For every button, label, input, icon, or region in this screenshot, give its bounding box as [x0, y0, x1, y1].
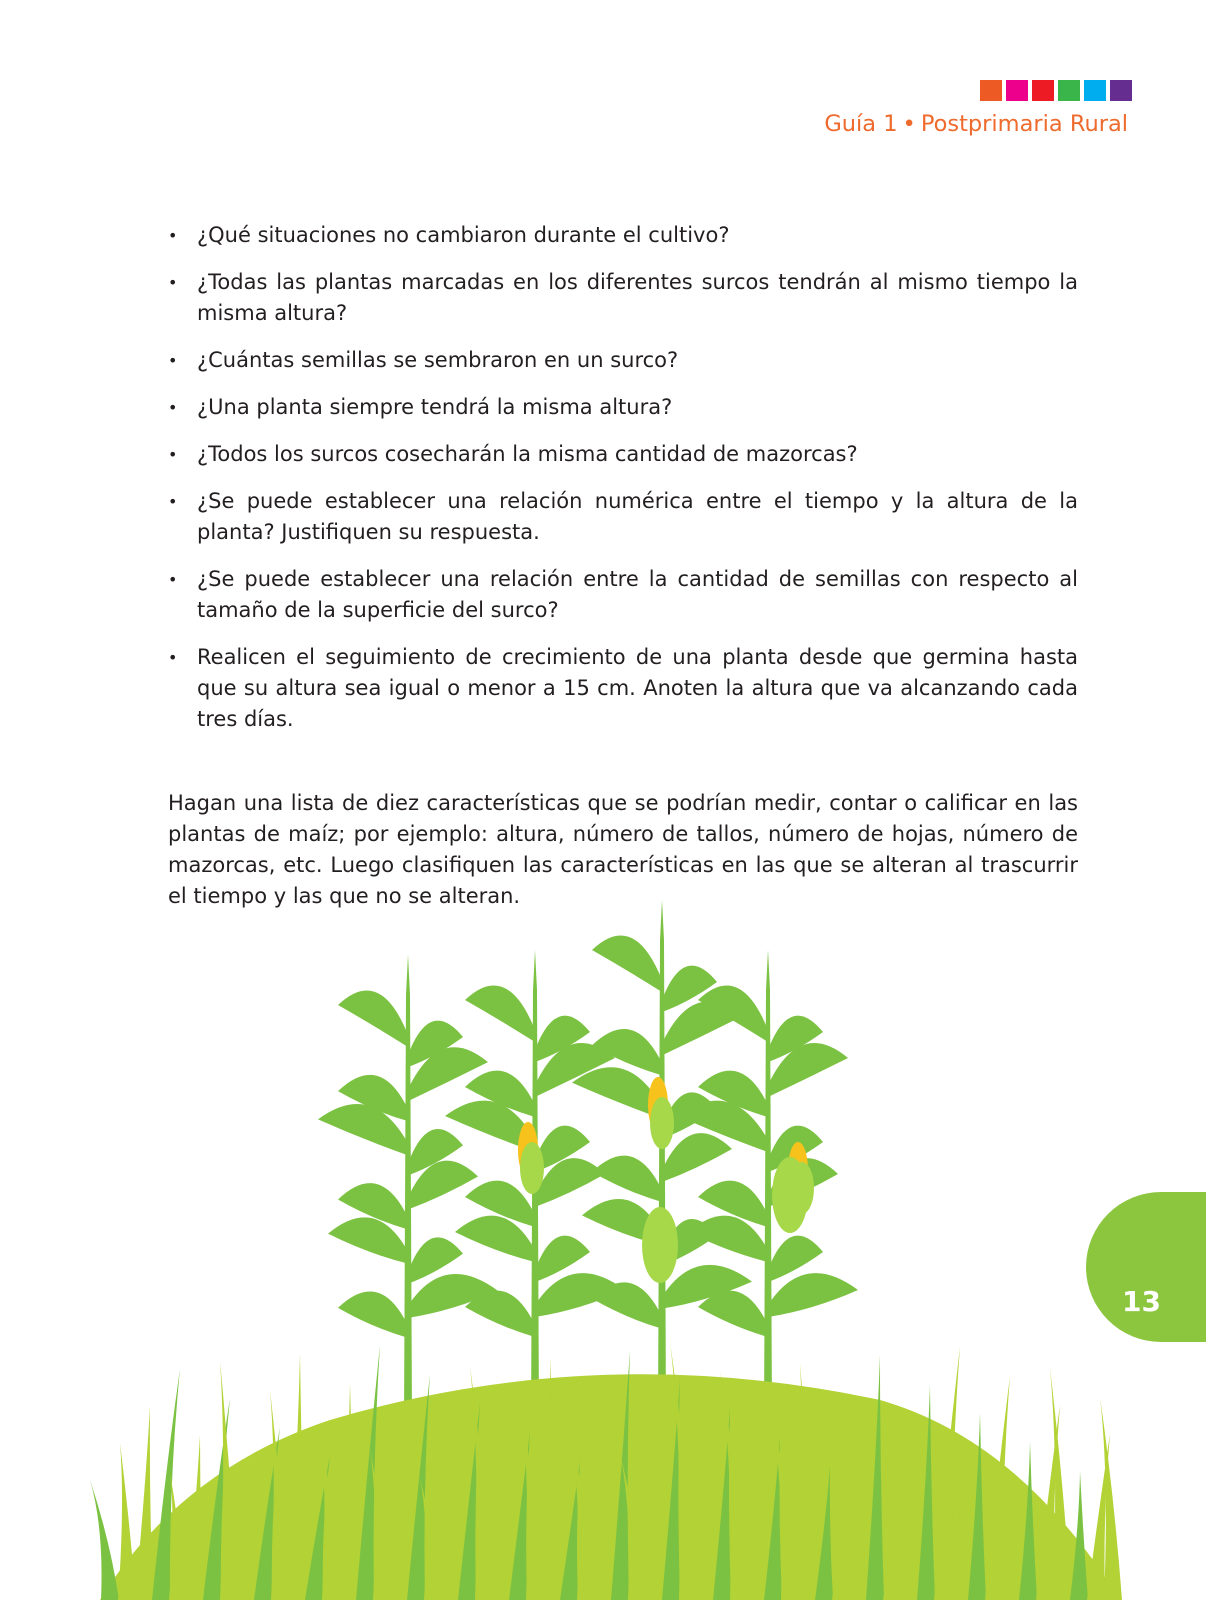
bullet: •	[168, 492, 178, 511]
color-square	[1032, 80, 1054, 101]
bullet: •	[168, 398, 178, 417]
color-bar	[980, 80, 1132, 101]
color-square	[1006, 80, 1028, 101]
bullet: •	[168, 648, 178, 667]
page-number: 13	[1122, 1285, 1161, 1318]
corn-leaf	[592, 935, 662, 992]
guide-label: Guía 1	[824, 111, 898, 137]
program-label: Postprimaria Rural	[920, 111, 1128, 137]
grass-blade	[135, 1406, 153, 1600]
corn-husk	[642, 1207, 678, 1283]
list-item: • ¿Cuántas semillas se sembraron en un surco?	[168, 345, 1078, 376]
separator: •	[902, 111, 916, 137]
corn-plants	[318, 900, 858, 1420]
corn-husk	[650, 1097, 674, 1149]
corn-husk	[520, 1142, 544, 1194]
corn-field-illustration	[0, 900, 1206, 1600]
list-item: • Realicen el seguimiento de crecimiento de una planta desde que germina hasta que su altura sea igual o menor a 15 cm. Anoten la altura que va alcanzando cada tres días.	[168, 642, 1078, 735]
corn-plant	[318, 955, 498, 1420]
grass	[90, 1342, 1122, 1600]
corn-leaf	[662, 1133, 732, 1182]
question-list	[168, 220, 1078, 751]
bullet: •	[168, 273, 178, 292]
corn-stalk	[764, 950, 772, 1420]
corn-plant	[572, 900, 752, 1420]
instruction-paragraph: Hagan una lista de diez características que se podrían medir, contar o calificar en las plantas de maíz; por ejemplo: altura, número de tallos, número de hojas, número de mazorcas, etc. Luego clasifiquen las características en las que se alteran al trascurrir el tiempo y las que no se alteran.	[168, 791, 1078, 908]
color-square	[1110, 80, 1132, 101]
corn-leaf	[465, 985, 535, 1042]
color-square	[1084, 80, 1106, 101]
running-header	[824, 111, 1128, 137]
corn-leaf	[768, 1273, 858, 1317]
grass-blade	[90, 1480, 119, 1600]
list-item: • ¿Qué situaciones no cambiaron durante el cultivo?	[168, 220, 1078, 251]
corn-stalk	[404, 955, 412, 1420]
corn-leaf	[592, 1156, 662, 1202]
list-item: • ¿Se puede establecer una relación entre la cantidad de semillas con respecto al tamaño de la superficie del surco?	[168, 564, 1078, 626]
bullet: •	[168, 570, 178, 589]
corn-leaf	[338, 1292, 408, 1338]
color-square	[1058, 80, 1080, 101]
bullet: •	[168, 226, 178, 245]
bullet: •	[168, 445, 178, 464]
list-item: • ¿Se puede establecer una relación numérica entre el tiempo y la altura de la planta? Justifiquen su respuesta.	[168, 486, 1078, 548]
color-square	[980, 80, 1002, 101]
list-item: • ¿Todos los surcos cosecharán la misma cantidad de mazorcas?	[168, 439, 1078, 470]
grass-blade	[118, 1443, 136, 1600]
corn-husk	[772, 1157, 808, 1233]
bullet: •	[168, 351, 178, 370]
corn-leaf	[338, 990, 408, 1047]
list-item: • ¿Todas las plantas marcadas en los diferentes surcos tendrán al mismo tiempo la misma altura?	[168, 267, 1078, 329]
list-item: • ¿Una planta siempre tendrá la misma altura?	[168, 392, 1078, 423]
